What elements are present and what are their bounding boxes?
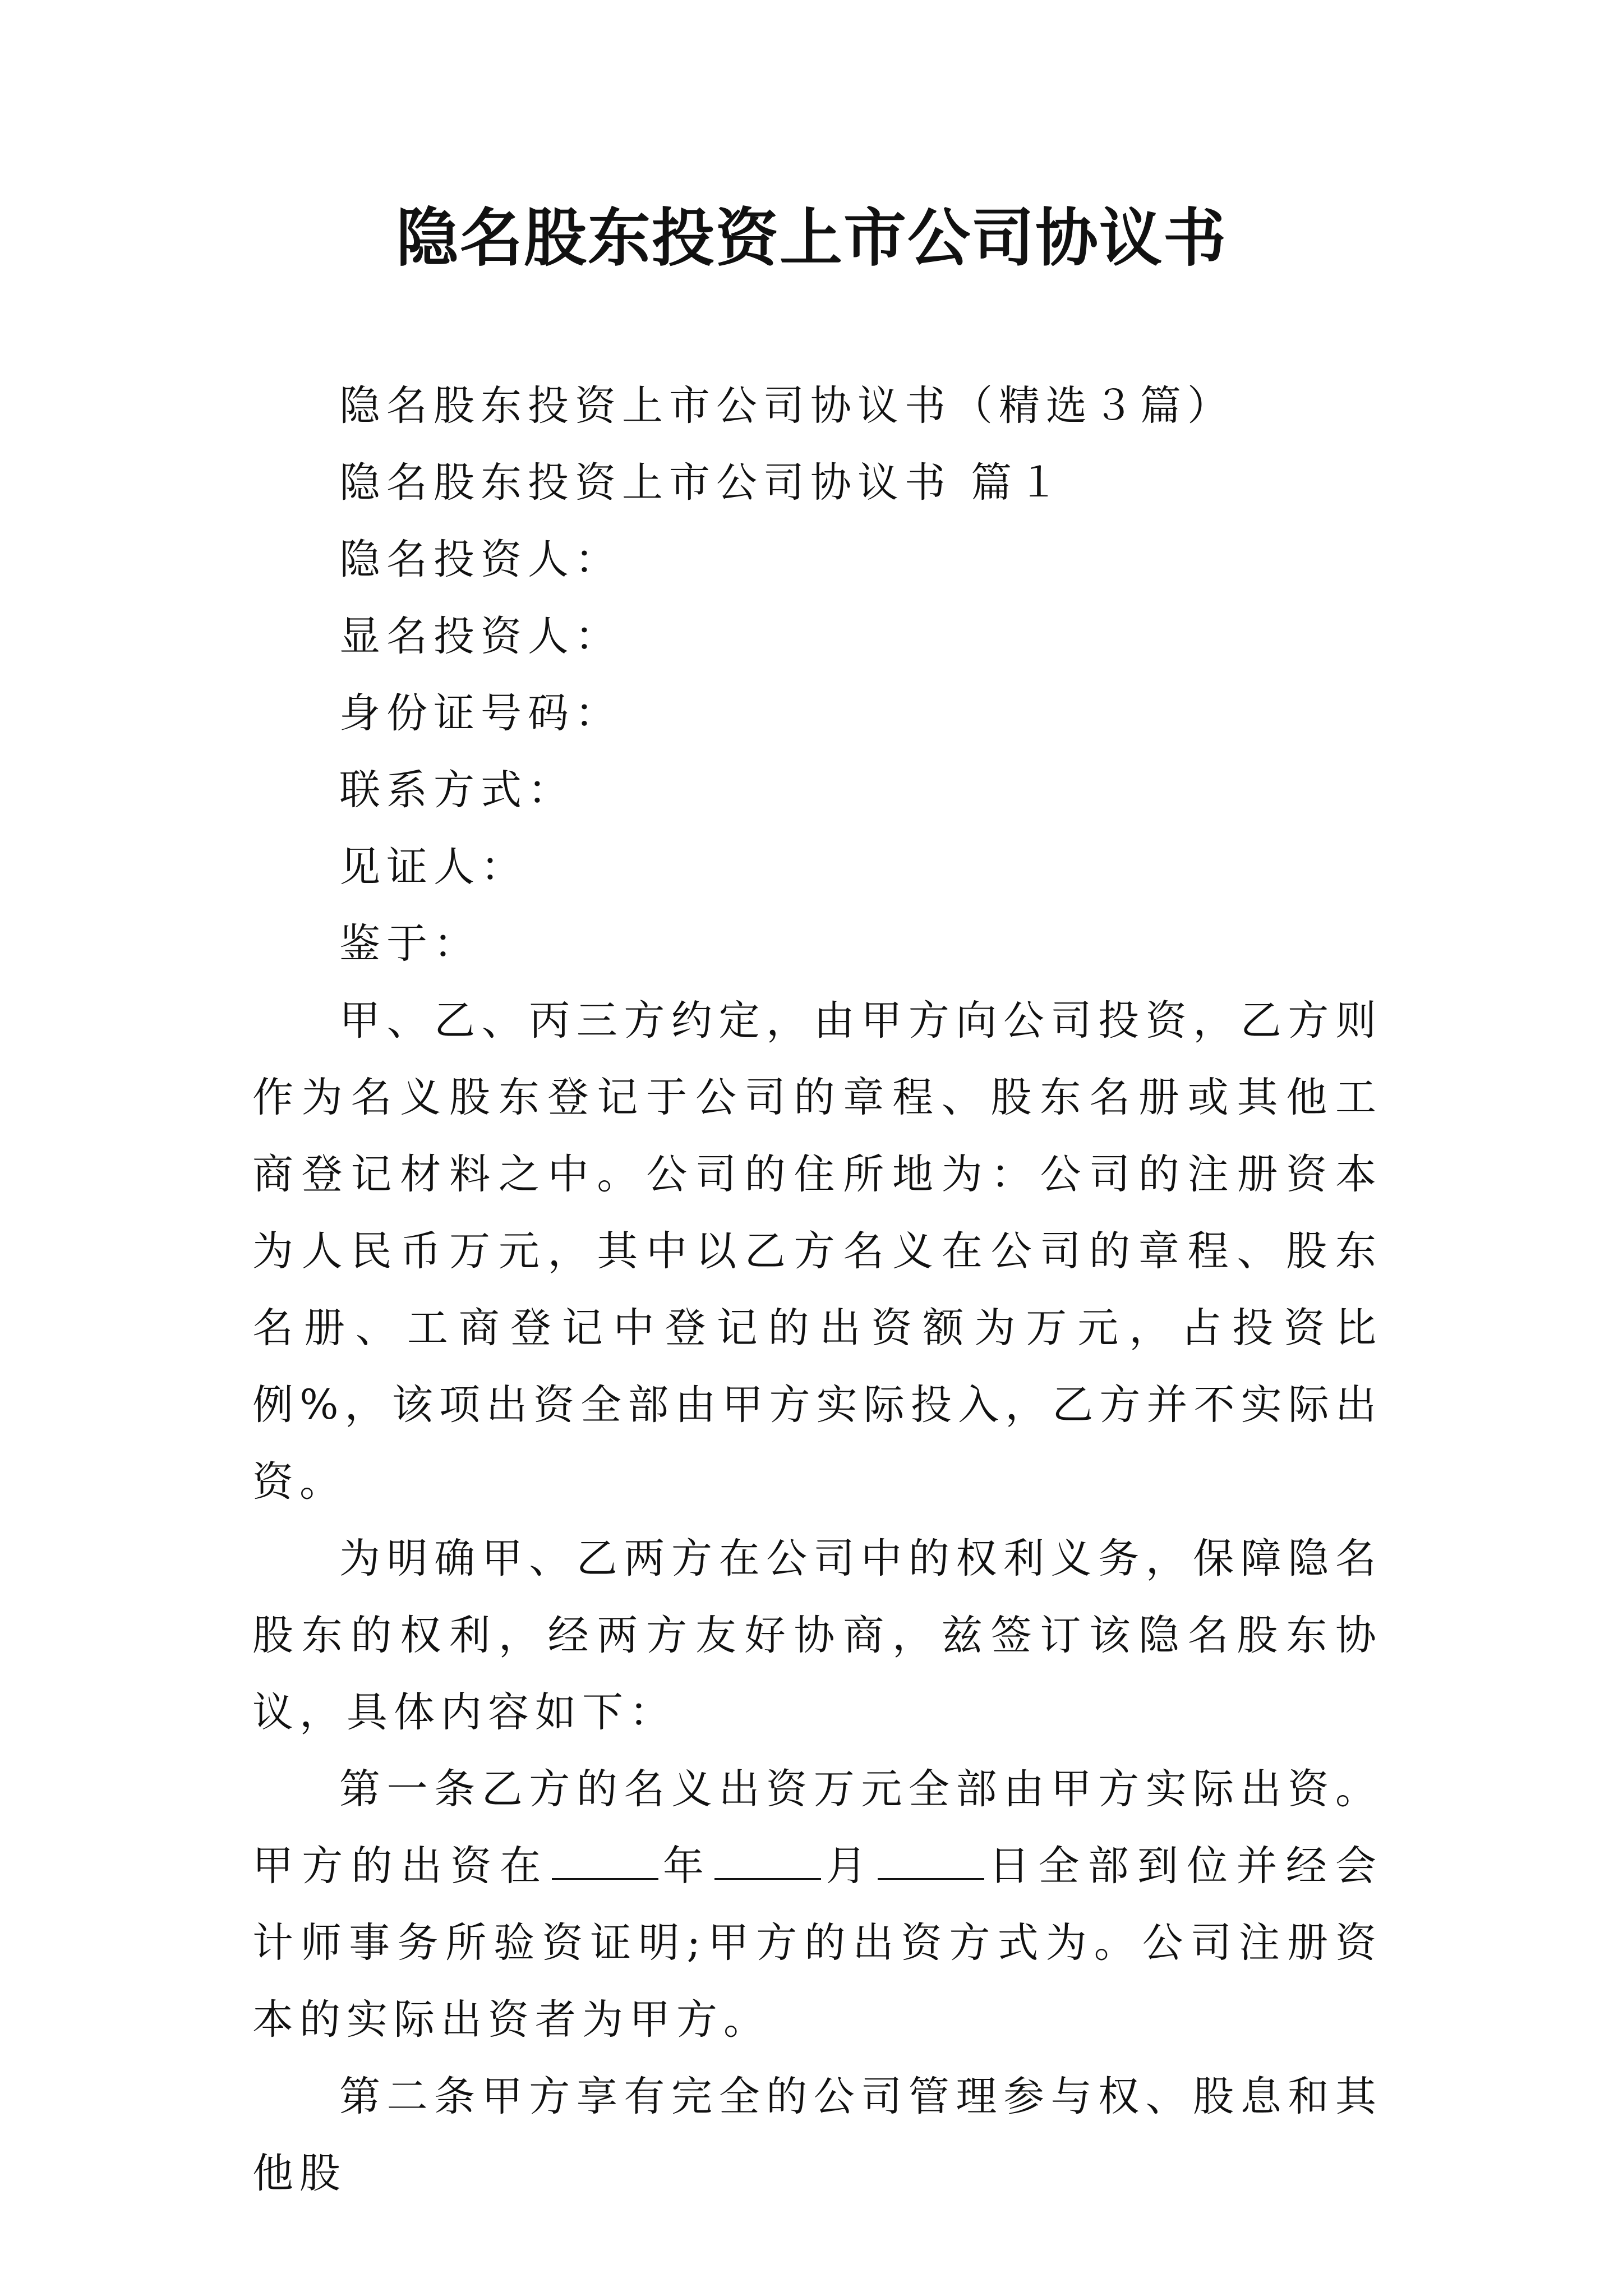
article-2: 第二条甲方享有完全的公司管理参与权、股息和其他股: [252, 2073, 1382, 2197]
document-title: 隐名股东投资上市公司协议书: [396, 201, 1227, 275]
article-1-month: 月: [823, 1842, 875, 1890]
paragraph-agreement-terms: 甲、乙、丙三方约定，由甲方向公司投资，乙方则作为名义股东登记于公司的章程、股东名册或其他工商登记材料之中。公司的住所地为：公司的注册资本为人民币万元，其中以乙方名义在公司的章程、股东名册、工商登记中登记的出资额为万元，占投资比例%，该项出资全部由甲方实际投入，乙方并不实际出资。: [252, 997, 1382, 1506]
blank-month: [714, 1844, 821, 1880]
field-witness: 见证人：: [339, 843, 528, 891]
blank-year: [552, 1844, 658, 1880]
article-1-part-b: 日全部到位并经会计师事务所验资证明;甲方的出资方式为。公司注册资本的实际出资者为甲方。: [252, 1842, 1383, 2044]
article-1-part-a: 第一条乙方的名义出资万元全部由甲方实际出资。甲方的出资在: [252, 1765, 1382, 1890]
field-contact: 联系方式：: [339, 766, 575, 814]
article-1: [252, 1751, 1382, 2058]
article-1-year: 年: [660, 1842, 713, 1890]
blank-day: [878, 1844, 984, 1880]
field-id-number: 身份证号码：: [339, 689, 622, 737]
document-body: [252, 367, 1382, 2212]
section-heading: 隐名股东投资上市公司协议书 篇１: [339, 459, 1066, 507]
field-whereas: 鉴于：: [339, 920, 481, 968]
field-hidden-investor: 隐名投资人：: [339, 536, 622, 583]
document-subtitle: 隐名股东投资上市公司协议书（精选３篇）: [339, 382, 1234, 430]
field-named-investor: 显名投资人：: [339, 613, 622, 660]
paragraph-purpose: 为明确甲、乙两方在公司中的权利义务，保障隐名股东的权利，经两方友好协商，兹签订该隐名股东协议，具体内容如下：: [252, 1535, 1382, 1736]
